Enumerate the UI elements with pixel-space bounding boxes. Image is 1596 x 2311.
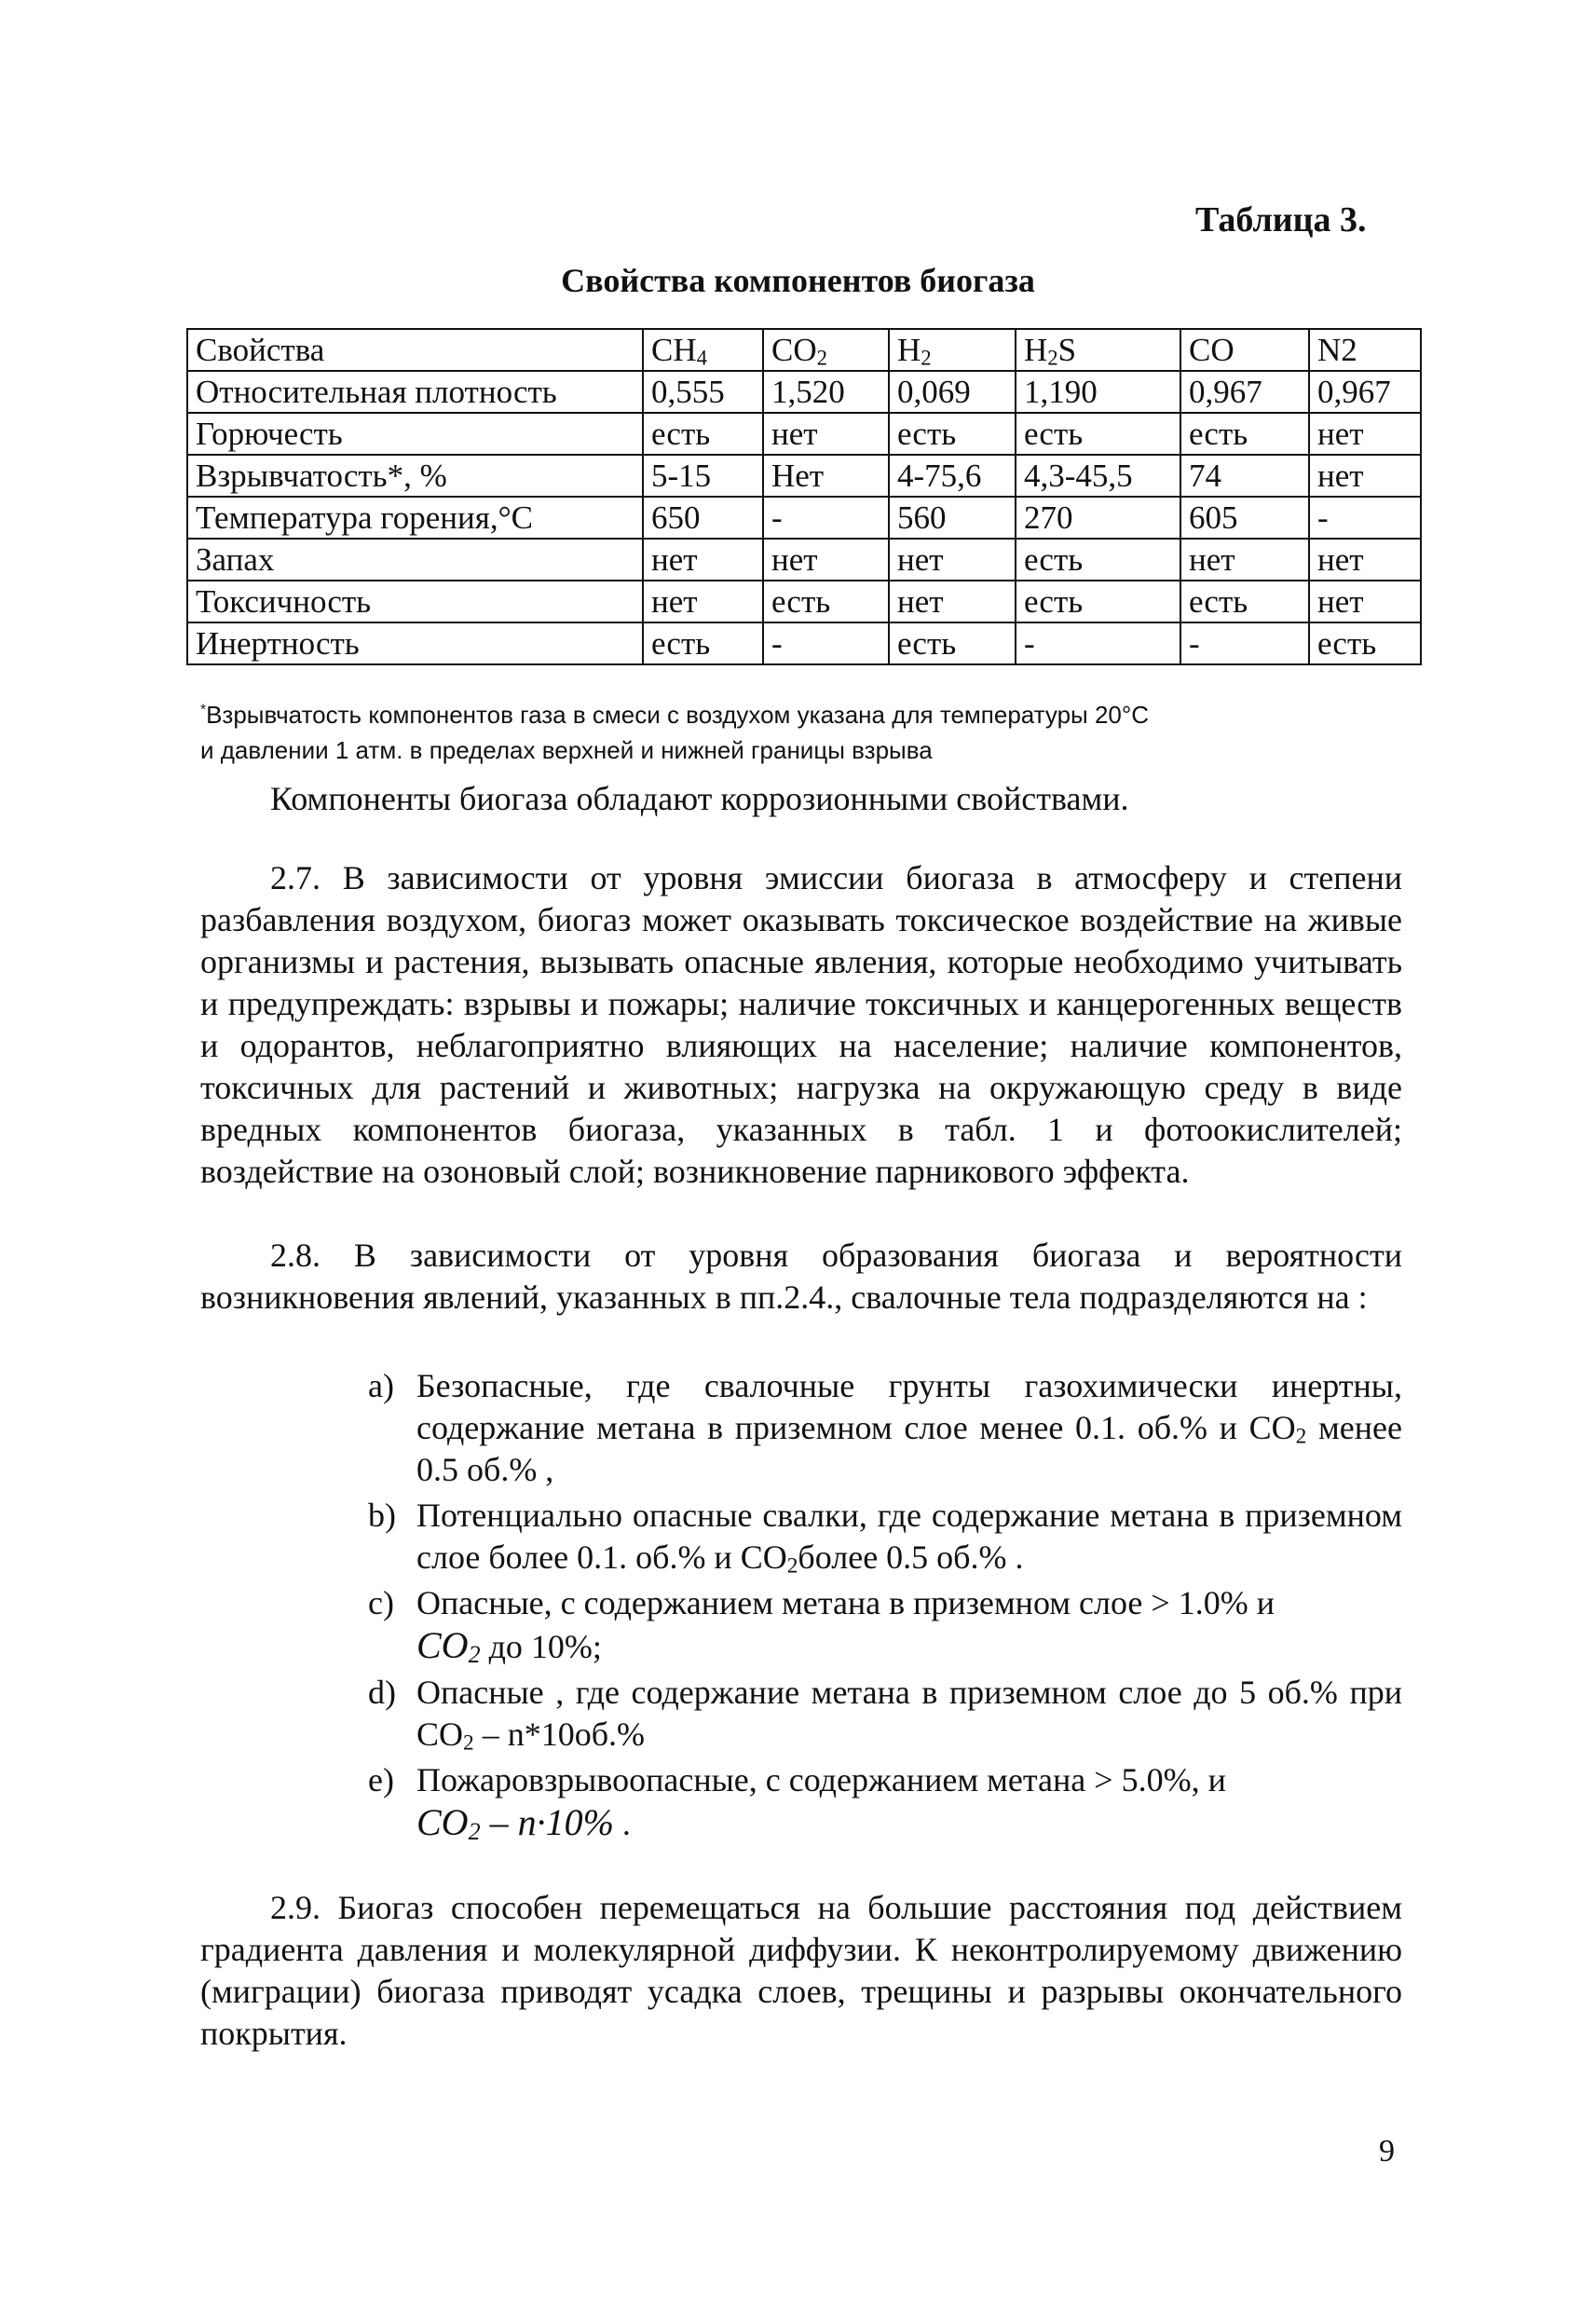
table-title: Свойства компонентов биогаза <box>561 262 1035 299</box>
landfill-classification-list <box>368 1365 1402 1845</box>
cell: нет <box>889 581 1016 622</box>
cell: 650 <box>643 497 763 539</box>
header-h2s: $H_2S$ <box>1016 329 1180 371</box>
row-name: Запах <box>187 539 643 581</box>
cell: есть <box>889 622 1016 664</box>
corrosion-text: Компоненты биогаза обладают коррозионными свойствами. <box>270 780 1129 817</box>
page-number: 9 <box>1379 2134 1395 2168</box>
header-co2: $CO_2$ <box>763 329 889 371</box>
table-label: Таблица 3. <box>1195 200 1367 239</box>
row-name: Инертность <box>187 622 643 664</box>
table-row <box>187 455 1421 497</box>
co2-n-formula: $CO_2 - n\cdot 10\%$ <box>416 1801 614 1846</box>
table-row <box>187 371 1421 413</box>
cell: 0,069 <box>889 371 1016 413</box>
cell: 270 <box>1016 497 1180 539</box>
properties-table <box>186 328 1422 665</box>
row-name: Относительная плотность <box>187 371 643 413</box>
paragraph-2-7 <box>200 857 1402 1193</box>
row-name: Температура горения,°С <box>187 497 643 539</box>
cell: есть <box>1016 581 1180 622</box>
cell: нет <box>1309 581 1421 622</box>
header-h2: $H_2$ <box>889 329 1016 371</box>
cell: нет <box>763 413 889 455</box>
cell: есть <box>1016 539 1180 581</box>
table-row <box>187 622 1421 664</box>
cell: нет <box>643 539 763 581</box>
header-co: CO <box>1180 329 1309 371</box>
corrosion-paragraph <box>200 778 1402 820</box>
table-footnote <box>200 697 1412 768</box>
cell: нет <box>1180 539 1309 581</box>
cell: есть <box>1180 581 1309 622</box>
cell: нет <box>1309 539 1421 581</box>
table-row <box>187 497 1421 539</box>
cell: - <box>763 497 889 539</box>
cell: есть <box>1309 622 1421 664</box>
cell: - <box>763 622 889 664</box>
row-name: Токсичность <box>187 581 643 622</box>
paragraph-2-8 <box>200 1235 1402 1319</box>
cell: 560 <box>889 497 1016 539</box>
cell: есть <box>643 413 763 455</box>
cell: 4,3-45,5 <box>1016 455 1180 497</box>
list-item-a: a) Безопасные, где свалочные грунты газохимически инертны, содержание метана в приземном слое менее 0.1. об.% и $CO_2$ менее 0.5 об.% , <box>368 1367 1403 1488</box>
cell: Нет <box>763 455 889 497</box>
footnote-line-2: и давлении 1 атм. в пределах верхней и нижней границы взрыва <box>200 736 933 764</box>
cell: 1,190 <box>1016 371 1180 413</box>
cell: нет <box>763 539 889 581</box>
cell: 4-75,6 <box>889 455 1016 497</box>
table-header-row <box>187 329 1421 371</box>
cell: есть <box>763 581 889 622</box>
cell: нет <box>1309 455 1421 497</box>
header-properties: Свойства <box>187 329 643 371</box>
cell: нет <box>643 581 763 622</box>
cell: 0,967 <box>1309 371 1421 413</box>
cell: есть <box>1016 413 1180 455</box>
cell: 0,967 <box>1180 371 1309 413</box>
row-name: Взрывчатость*, % <box>187 455 643 497</box>
list-item-c: c) Опасные, с содержанием метана в приземном слое > 1.0% и $CO_2$ до 10%; <box>368 1584 1275 1669</box>
cell: 5-15 <box>643 455 763 497</box>
header-ch4: $CH_4$ <box>643 329 763 371</box>
cell: - <box>1180 622 1309 664</box>
cell: - <box>1309 497 1421 539</box>
footnote-mark: * <box>200 702 207 718</box>
cell: есть <box>1180 413 1309 455</box>
paragraph-2-9-text: 2.9. Биогаз способен перемещаться на большие расстояния под действием градиента давления и молекулярной диффузии. К неконтролируемому движению (миграции) биогаза приводят усадка слоев, трещины и разрывы окончательного покрытия. <box>200 1889 1402 2052</box>
footnote-line-1: Взрывчатость компонентов газа в смеси с воздухом указана для температуры 20°С <box>206 701 1150 729</box>
cell: 605 <box>1180 497 1309 539</box>
table-row <box>187 539 1421 581</box>
table-row <box>187 413 1421 455</box>
co2-formula: $CO_2$ <box>416 1624 481 1669</box>
cell: - <box>1016 622 1180 664</box>
cell: есть <box>889 413 1016 455</box>
cell: нет <box>889 539 1016 581</box>
list-item-d: d) Опасные , где содержание метана в приземном слое до 5 об.% при $CO_2 - n*10об.\%$ <box>368 1674 1402 1756</box>
cell: 0,555 <box>643 371 763 413</box>
paragraph-2-9 <box>200 1887 1402 2055</box>
paragraph-2-8-text: 2.8. В зависимости от уровня образования биогаза и вероятности возникновения явлений, указанных в пп.2.4., свалочные тела подразделяются на : <box>200 1237 1402 1316</box>
cell: 1,520 <box>763 371 889 413</box>
cell: есть <box>643 622 763 664</box>
paragraph-2-7-text: 2.7. В зависимости от уровня эмиссии биогаза в атмосферу и степени разбавления воздухом, биогаз может оказывать токсическое воздействие на живые организмы и растения, вызывать опасные явления, которые необходимо учитывать и предупреждать: взрывы и пожары; наличие токсичных и канцерогенных веществ и одорантов, неблагоприятно влияющих на население; наличие компонентов, токсичных для растений и животных; нагрузка на окружающую среду в виде вредных компонентов биогаза, указанных в табл. 1 и фотоокислителей; воздействие на озоновый слой; возникновение парникового эффекта. <box>200 859 1402 1190</box>
row-name: Горючесть <box>187 413 643 455</box>
table-row <box>187 581 1421 622</box>
list-item-e: e) Пожаровзрывоопасные, с содержанием метана > 5.0%, и $CO_2 - n\cdot 10\%$ . <box>368 1761 1226 1846</box>
cell: 74 <box>1180 455 1309 497</box>
cell: нет <box>1309 413 1421 455</box>
header-n2: N2 <box>1309 329 1421 371</box>
list-item-b: b) Потенциально опасные свалки, где содержание метана в приземном слое более 0.1. об.% и $CO_2более$ 0.5 об.% . <box>368 1497 1402 1579</box>
